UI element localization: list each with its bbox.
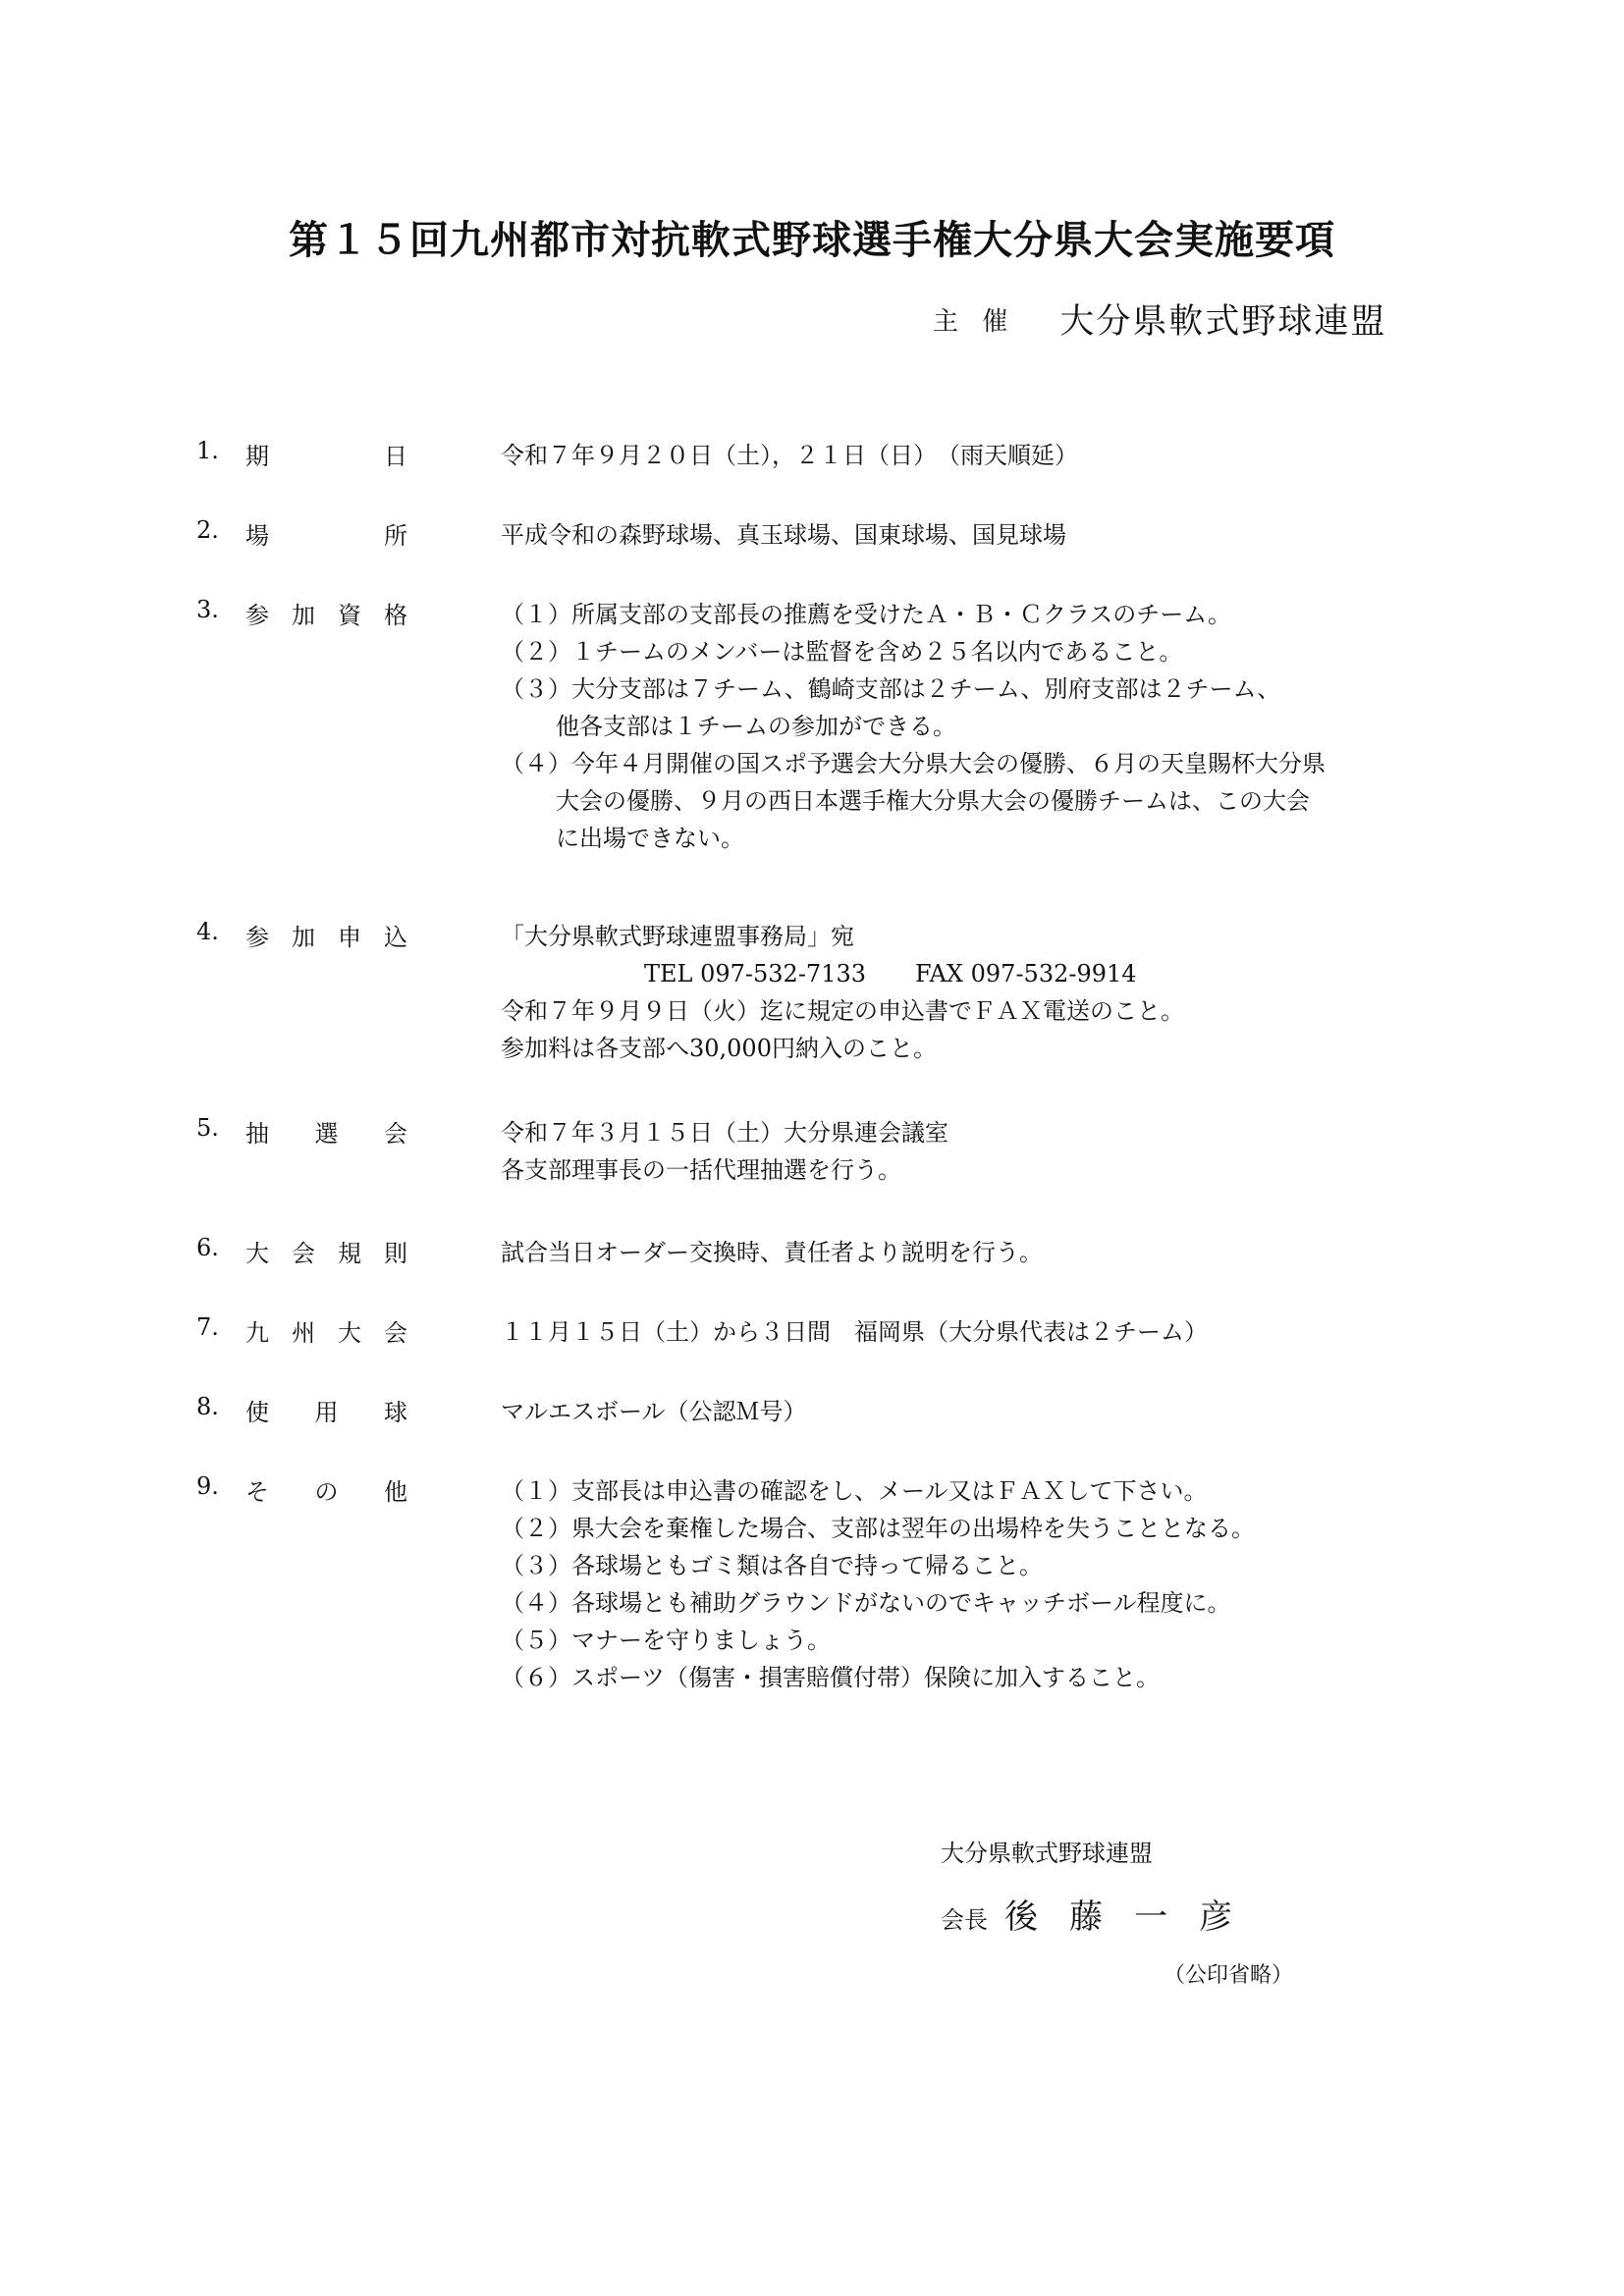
item-line: 令和７年３月１５日（土）大分県連会議室 <box>501 1119 948 1147</box>
item-line: マルエスボール（公認Ｍ号） <box>501 1398 807 1425</box>
president-label: 会長 <box>941 1906 988 1934</box>
item-label: 使用球 <box>245 1399 407 1426</box>
item-label: 参加申込 <box>245 924 407 951</box>
item-line: （３）各球場ともゴミ類は各自で持って帰ること。 <box>501 1552 1043 1579</box>
item-label: 九州大会 <box>245 1319 407 1347</box>
item-line: （４）今年４月開催の国スポ予選会大分県大会の優勝、６月の天皇賜杯大分県 <box>501 750 1326 777</box>
item-line: （４）各球場とも補助グラウンドがないのでキャッチボール程度に。 <box>501 1589 1231 1617</box>
item-content <box>501 918 1443 1067</box>
organizer-label: 主 催 <box>933 306 1016 337</box>
organizer-name: 大分県軟式野球連盟 <box>1059 302 1387 342</box>
item-label: 参加資格 <box>245 602 407 629</box>
item-line: に出場できない。 <box>556 825 744 852</box>
item-line: 参加料は各支部へ30,000円納入のこと。 <box>501 1035 937 1062</box>
footer-president <box>941 1890 1264 1938</box>
item-line: 大会の優勝、９月の西日本選手権大分県大会の優勝チームは、この大会 <box>556 787 1310 815</box>
phone-number: TEL 097-532-7133 <box>644 960 867 988</box>
item-number: 7. <box>196 1313 219 1341</box>
item-number: 2. <box>196 516 219 544</box>
item-number: 6. <box>196 1234 219 1261</box>
item-content <box>501 437 1443 474</box>
item-line: （２）１チームのメンバーは監督を含め２５名以内であること。 <box>501 638 1183 666</box>
item-line: （５）マナーを守りましょう。 <box>501 1627 831 1654</box>
item-line: 平成令和の森野球場、真玉球場、国東球場、国見球場 <box>501 521 1066 549</box>
item-label: 抽選会 <box>245 1120 407 1148</box>
item-line: 令和７年９月２０日（土），２１日（日） （雨天順延） <box>501 442 1078 469</box>
item-line: 他各支部は１チームの参加ができる。 <box>556 713 956 740</box>
footer-organization: 大分県軟式野球連盟 <box>941 1840 1153 1867</box>
item-label: 場所 <box>245 522 407 550</box>
item-number: 3. <box>196 596 219 623</box>
item-content <box>501 1234 1443 1271</box>
fax-number: FAX 097-532-9914 <box>915 960 1137 988</box>
item-number: 1. <box>196 437 219 464</box>
document-title: 第１５回九州都市対抗軟式野球選手権大分県大会実施要項 <box>289 217 1335 263</box>
item-line: （３）大分支部は７チーム、鶴崎支部は２チーム、別府支部は２チーム、 <box>501 675 1281 703</box>
item-number: 9. <box>196 1472 219 1500</box>
item-label: 期日 <box>245 443 407 470</box>
item-number: 5. <box>196 1114 219 1142</box>
seal-note: （公印省略） <box>1164 1963 1294 1988</box>
item-content <box>501 516 1443 554</box>
item-line: （１）所属支部の支部長の推薦を受けたＡ・Ｂ・Ｃクラスのチーム。 <box>501 601 1231 628</box>
item-label: その他 <box>245 1478 407 1506</box>
item-line: 「大分県軟式野球連盟事務局」宛 <box>501 923 854 950</box>
item-line: （１）支部長は申込書の確認をし、メール又はＦＡＸして下さい。 <box>501 1477 1208 1505</box>
item-line: （６）スポーツ（傷害・損害賠償付帯）保険に加入すること。 <box>501 1664 1161 1691</box>
item-line: 試合当日オーダー交換時、責任者より説明を行う。 <box>501 1239 1043 1266</box>
president-name: 後藤一彦 <box>1004 1897 1265 1937</box>
item-line: 各支部理事長の一括代理抽選を行う。 <box>501 1156 901 1184</box>
item-line: 令和７年９月９日（火）迄に規定の申込書でＦＡＸ電送のこと。 <box>501 997 1184 1025</box>
item-content <box>501 1114 1443 1189</box>
item-content <box>501 596 1443 857</box>
organizer <box>933 294 1386 344</box>
item-line: １１月１５日（土）から３日間 福岡県（大分県代表は２チーム） <box>501 1318 1208 1346</box>
item-content <box>501 1472 1443 1696</box>
item-content <box>501 1313 1443 1351</box>
item-content <box>501 1393 1443 1430</box>
item-number: 8. <box>196 1393 219 1420</box>
item-line: （２）県大会を棄権した場合、支部は翌年の出場枠を失うこととなる。 <box>501 1515 1255 1542</box>
item-label: 大会規則 <box>245 1240 407 1267</box>
item-number: 4. <box>196 918 219 945</box>
contact-line <box>501 955 1443 992</box>
